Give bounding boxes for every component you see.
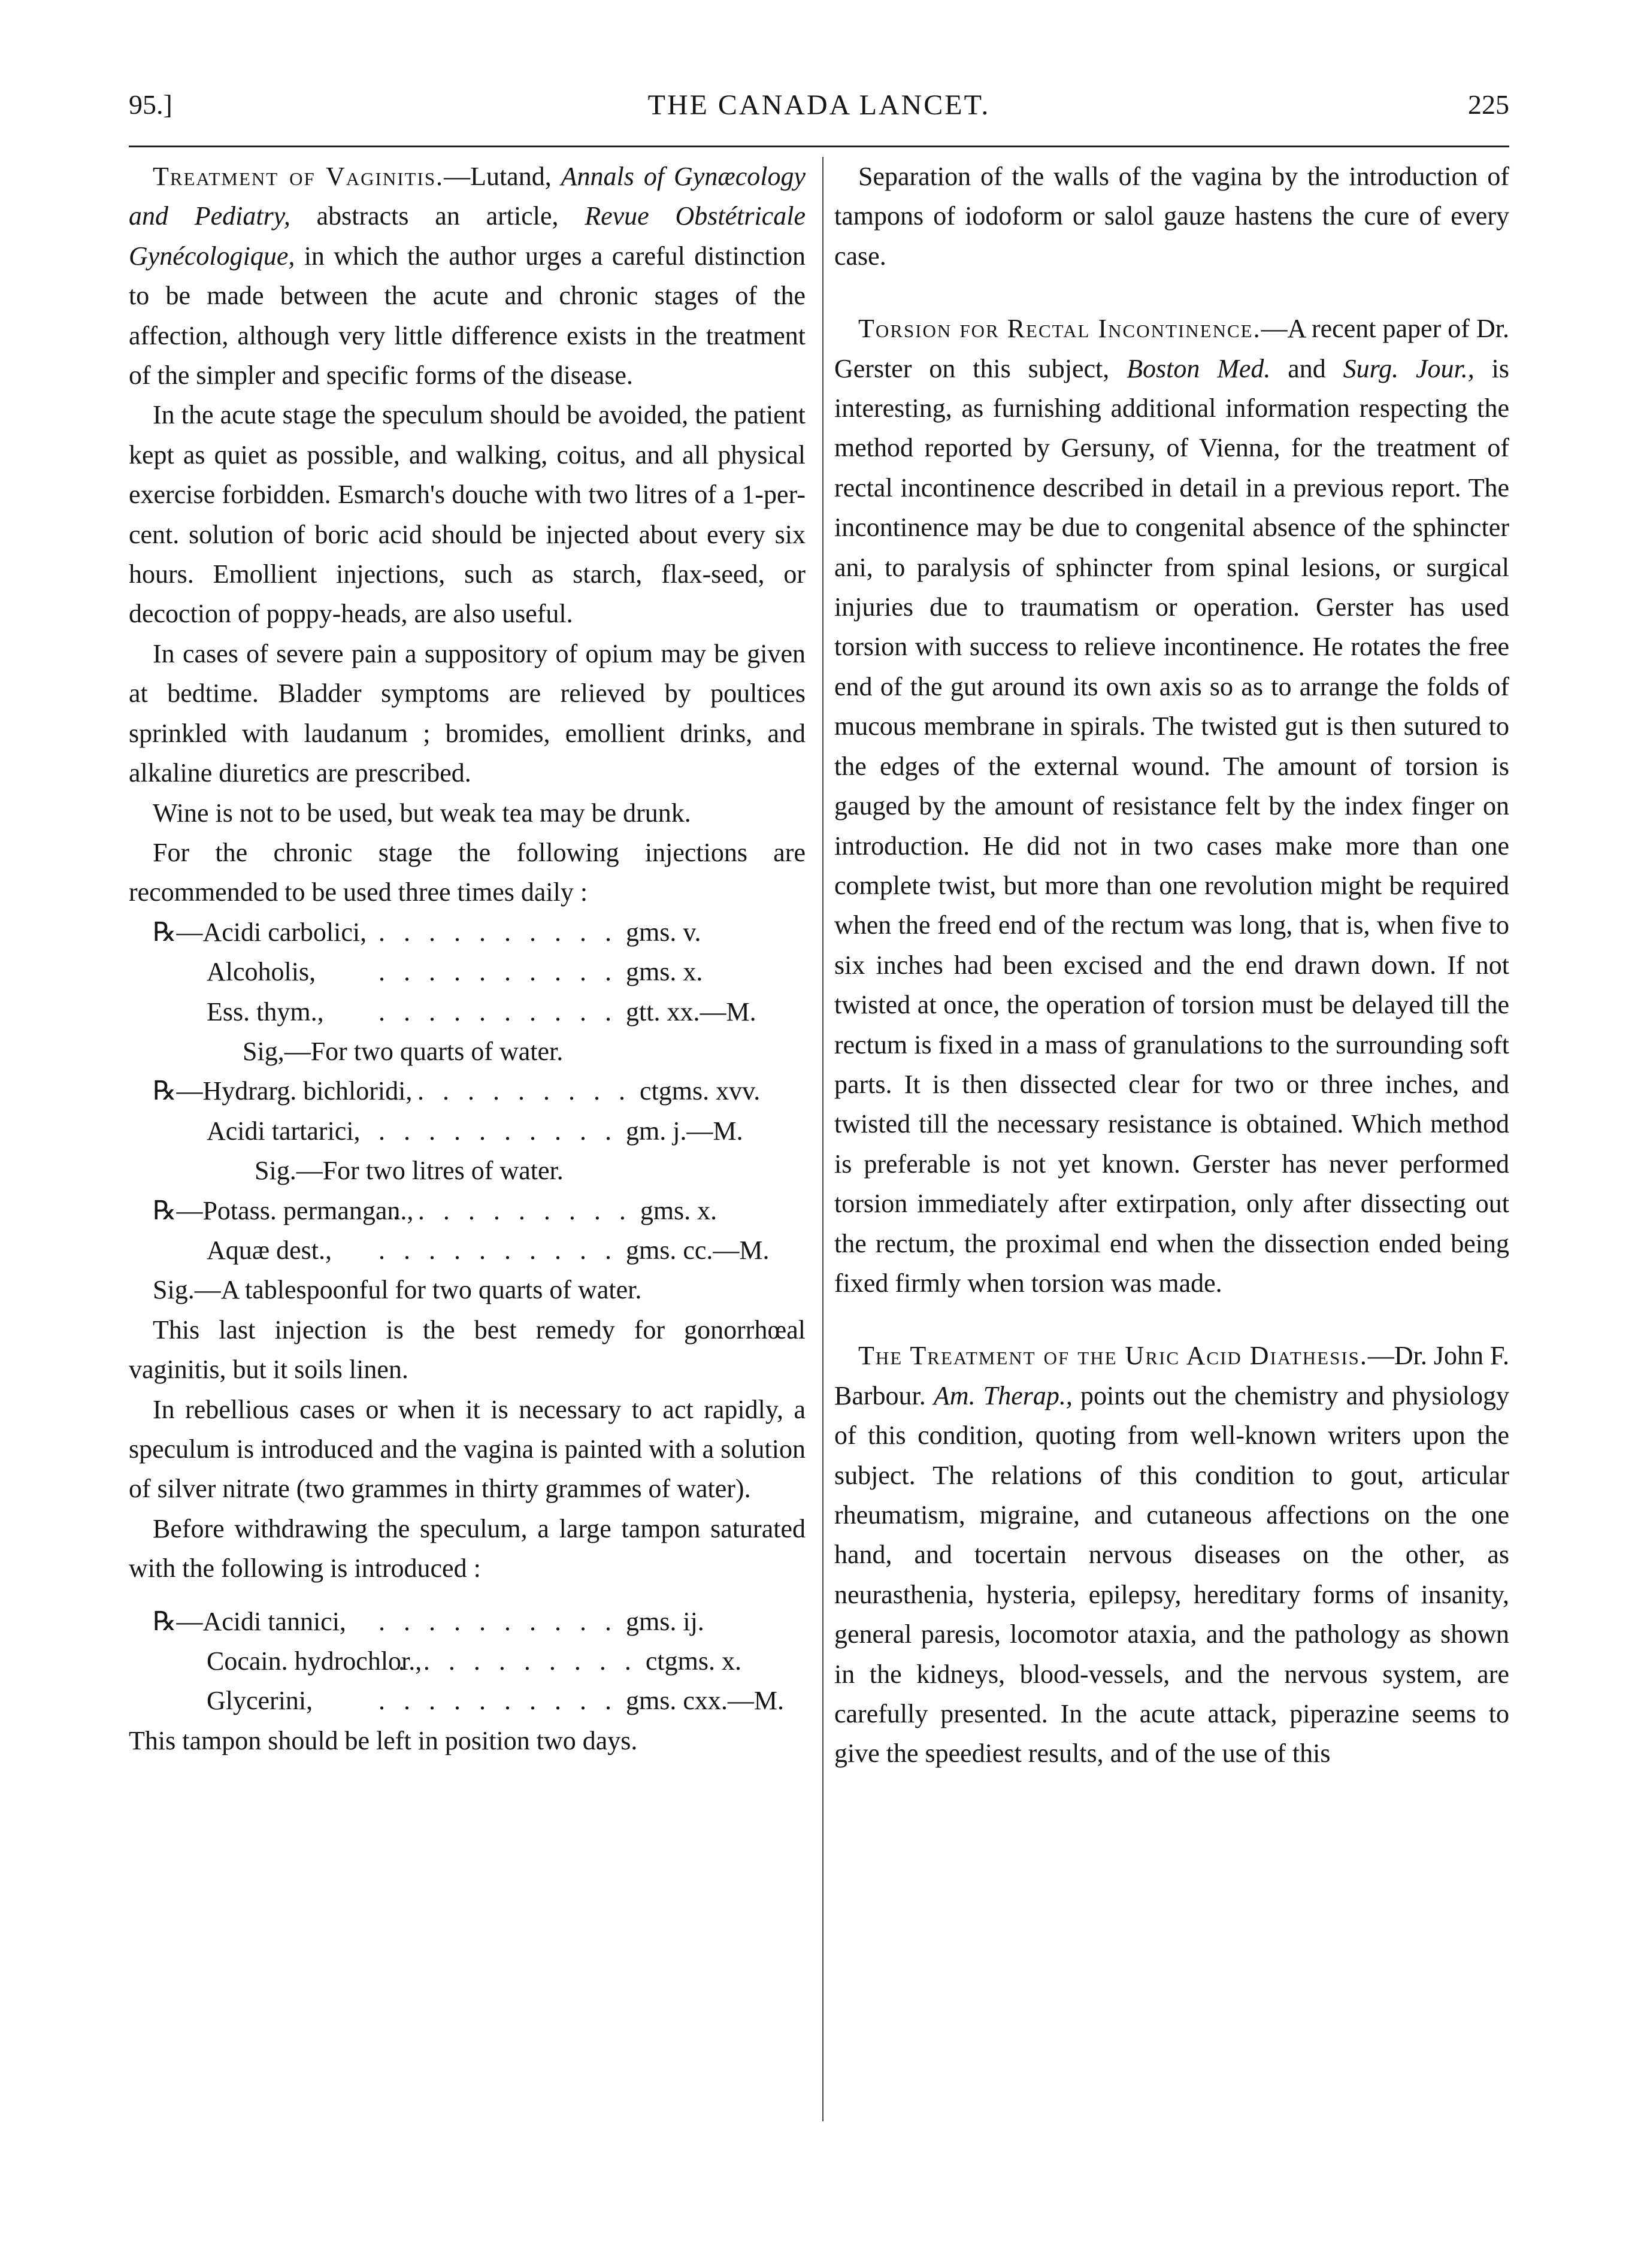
tampon-duration-paragraph: This tampon should be left in position two days. [129,1725,638,1755]
drug-name: Glycerini, [207,1686,313,1716]
prescription-sig: Sig,—For two quarts of water. [243,1036,564,1066]
drug-dose: ctgms. x. [645,1646,741,1676]
leader-dots: . . . . . . . . . . [379,917,617,947]
prescription-line [153,1642,806,1681]
section-heading-uric-acid: The Treatment of the Uric Acid Diathesis. [858,1341,1368,1371]
prescription-line [153,952,806,992]
leader-dots: . . . . . . . . . . [379,997,617,1026]
prescription-line [153,913,806,952]
prescription-line [153,1071,806,1111]
text-run: —A recent paper of Dr. Gerster on this subject, [834,314,1509,383]
column-divider [822,157,823,2121]
prescription-sig: Sig.—For two litres of water. [255,1156,564,1186]
drug-dose: gms. x. [626,957,703,987]
journal-name: Annals of Gynæcology and Pediatry, [129,162,806,231]
drug-dose: ctgms. xvv. [640,1076,761,1106]
text-run: —Dr. John F. Barbour. [834,1341,1509,1410]
prescription-line [153,1602,806,1642]
journal-title: THE CANADA LANCET. [647,89,991,121]
section-heading-torsion: Torsion for Rectal Incontinence. [858,314,1261,344]
text-run: —Lutand, [444,162,561,191]
uric-acid-paragraph [834,1336,1509,1773]
torsion-paragraph [834,309,1509,1303]
wine-paragraph: Wine is not to be used, but weak tea may be drunk. [153,798,691,828]
acute-stage-paragraph: In the acute stage the speculum should be avoided, the patient kept as quiet as possible, and walking, coitus, and all physical exercise forbidden. Esmarch's douche with two litres of a 1-per-cent. solution of boric acid should be injected about every six hours. Emollient injections, such as starch, flax-seed, or decoction of poppy-heads, are also useful. [129,400,806,629]
header-rule [129,146,1509,147]
separation-paragraph: Separation of the walls of the vagina by the introduction of tampons of iodoform or salol gauze hastens the cure of every case. [834,162,1509,271]
page-number: 225 [1468,89,1509,120]
leader-dots: . . . . . . . . . . [379,1606,617,1636]
leader-dots: . . . . . . . . . . [392,1076,632,1106]
prescription-1 [153,913,806,1072]
right-column [834,157,1509,1774]
leader-dots: . . . . . . . . . . [379,957,617,987]
leader-dots: . . . . . . . . . . [392,1195,632,1225]
drug-name: ℞—Acidi carbolici, [153,917,367,947]
prescription-line [153,1191,806,1231]
prescription-sig: Sig.—A tablespoonful for two quarts of water. [153,1275,642,1305]
leader-dots: . . . . . . . . . . [379,1235,617,1265]
page-header [129,89,1509,137]
drug-name: ℞—Potass. permangan., [153,1195,414,1225]
journal-name: Boston Med. [1127,353,1271,383]
text-run: points out the chemistry and physiology of this condition, quoting from well-known writers upon the subject. The relations of this condition to gout, articular rheumatism, migraine, and cutaneous affections on the one hand, and tocertain nervous diseases on the other, as neurasthenia, hysteria, epilepsy, hereditary forms of insanity, general paresis, locomotor ataxia, and the pathology as shown in the kidneys, blood-vessels, and the nervous system, are carefully presented. In the acute attack, piperazine seems to give the speediest results, and of the use of this [834,1380,1509,1769]
text-run: and [1270,353,1343,383]
prescription-4 [153,1602,806,1721]
drug-name: ℞—Hydrarg. bichloridi, [153,1076,413,1106]
journal-name: Am. Therap., [933,1380,1073,1410]
prescription-2 [153,1071,806,1191]
drug-dose: gms. ij. [626,1606,704,1636]
prescription-line [153,992,806,1032]
drug-dose: gms. cxx.—M. [626,1686,784,1716]
vaginitis-intro-paragraph [129,157,806,395]
drug-name: Aquæ dest., [207,1235,332,1265]
severe-pain-paragraph: In cases of severe pain a suppository of opium may be given at bedtime. Bladder symptoms are relieved by poultices sprinkled with laudanum ; bromides, emollient drinks, and alkaline diuretics are prescribed. [129,638,806,788]
prescription-3 [153,1191,806,1271]
leader-dots: . . . . . . . . . . [379,1686,617,1716]
drug-dose: gms. v. [626,917,701,947]
journal-name: Revue Obstétricale Gynécologique, [129,201,806,271]
rebellious-cases-paragraph: In rebellious cases or when it is necessary to act rapidly, a speculum is introduced and the vagina is painted with a solution of silver nitrate (two grammes in thirty grammes of water). [129,1394,806,1504]
gonorrhoeal-paragraph: This last injection is the best remedy for gonorrhœal vaginitis, but it soils linen. [129,1315,806,1385]
drug-name: ℞—Acidi tannici, [153,1606,346,1636]
prescription-line [153,1231,806,1270]
leader-dots: . . . . . . . . . . [379,1116,617,1146]
drug-name: Acidi tartarici, [207,1116,361,1146]
text-run: abstracts an article, [290,201,585,231]
drug-name: Ess. thym., [207,997,324,1026]
volume-number: 95.] [129,89,172,120]
section-heading-vaginitis: Treatment of Vaginitis. [153,162,444,191]
text-run: is interesting, as furnishing additional information respecting the method reported by Gersuny, of Vienna, for the treatment of rectal incontinence described in detail in a previous report. The incontinence may be due to congenital absence of the sphincter ani, to paralysis of sphincter from spinal lesions, or surgical injuries due to traumatism or operation. Gerster has used torsion with success to relieve incontinence. He rotates the free end of the gut around its own axis so as to arrange the folds of mucous membrane in spirals. The twisted gut is then sutured to the edges of the external wound. The amount of torsion is gauged by the amount of resistance felt by the index finger on introduction. He did not in two cases make more than one complete twist, but more than one revolution might be required when the freed end of the rectum was long, that is, when five to six inches had been excised and the end drawn down. If not twisted at once, the operation of torsion must be delayed till the rectum is fixed in a mass of granulations to the surrounding soft parts. It is then dissected clear for two or three inches, and twisted till the necessary resistance is obtained. Which method is preferable is not yet known. Gerster has never performed torsion immediately after extirpation, only after dissecting out the rectum, the proximal end when the dissection ended being fixed firmly when torsion was made. [834,353,1509,1298]
left-column [129,157,806,1761]
leader-dots: . . . . . . . . . . [398,1646,637,1676]
drug-dose: gtt. xx.—M. [626,997,756,1026]
tampon-intro-paragraph: Before withdrawing the speculum, a large tampon saturated with the following is introduced : [129,1513,806,1583]
drug-dose: gm. j.—M. [626,1116,743,1146]
prescription-line [153,1112,806,1151]
chronic-stage-paragraph: For the chronic stage the following injections are recommended to be used three times daily : [129,837,806,907]
prescription-line [153,1681,806,1721]
journal-name: Surg. Jour., [1343,353,1474,383]
drug-name: Alcoholis, [207,957,316,987]
drug-dose: gms. x. [640,1195,717,1225]
drug-name: Cocain. hydrochlor., [207,1646,422,1676]
drug-dose: gms. cc.—M. [626,1235,770,1265]
text-run: in which the author urges a careful distinction to be made between the acute and chronic stages of the affection, although very little difference exists in the treatment of the simpler and specific forms of the disease. [129,241,806,390]
